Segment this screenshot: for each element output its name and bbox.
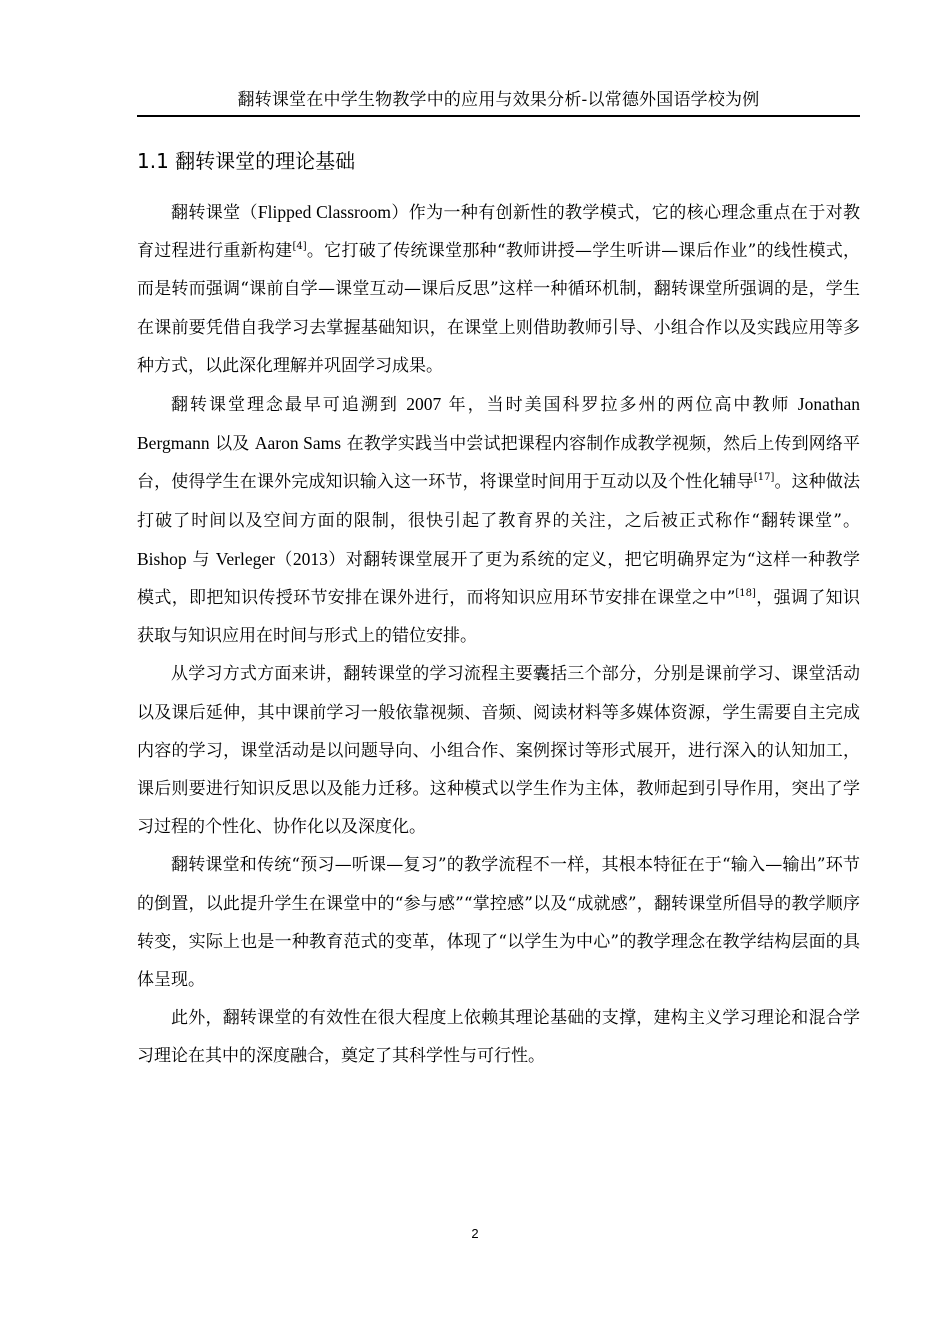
running-header: 翻转课堂在中学生物教学中的应用与效果分析-以常德外国语学校为例 — [237, 90, 760, 110]
header-divider — [137, 115, 860, 117]
p2-text-d: 在教学实践当中尝试把课程内容制作成教学视频，然后上传到网络平台，使得学生在课外完成知识输入这一环节，将课堂时间用于互动以及个性化辅导 — [137, 434, 861, 493]
p2-text-i: ，强调了知识获取与知识应用在时间与形式上的错位安排。 — [137, 588, 860, 647]
paragraph-3: 从学习方式方面来讲，翻转课堂的学习流程主要囊括三个部分，分别是课前学习、课堂活动以及课后延伸，其中课前学习一般依靠视频、音频、阅读材料等多媒体资源，学生需要自主完成内容的学习，课堂活动是以问题导向、小组合作、案例探讨等形式展开，进行深入的认知加工，课后则要进行知识反思以及能力迁移。这种模式以学生作为主体，教师起到引导作用，突出了学习过程的个性化、协作化以及深度化。 — [137, 664, 860, 838]
paragraph-5: 此外，翻转课堂的有效性在很大程度上依赖其理论基础的支撑，建构主义学习理论和混合学习理论在其中的深度融合，奠定了其科学性与可行性。 — [137, 1008, 860, 1067]
p2-name-bishop: Bishop — [137, 548, 187, 569]
p1-term: Flipped Classroom — [257, 202, 391, 222]
p1-text-d: 。它打破了传统课堂那种“教师讲授—学生听讲—课后作业”的线性模式，而是转而强调“课前自学—课堂互动—课后反思”这样一种循环机制，翻转课堂所强调的是，学生在课前要凭借自我学习去掌握基础知识，在课堂上则借助教师引导、小组合作以及实践应用等多种方式，以此深化理解并巩固学习成果。 — [137, 241, 860, 376]
page-number: 2 — [471, 1226, 479, 1241]
p2-name-bergmann: Jonathan Bergmann — [137, 394, 860, 454]
p2-text-a: 翻转课堂理念最早可追溯到 — [171, 395, 407, 416]
paragraph-4: 翻转课堂和传统“预习—听课—复习”的教学流程不一样，其根本特征在于“输入—输出”环节的倒置，以此提升学生在课堂中的“参与感”“掌控感”以及“成就感”，翻转课堂所倡导的教学顺序转变，实际上也是一种教育范式的变革，体现了“以学生为中心”的教学理念在教学结构层面的具体呈现。 — [137, 855, 860, 991]
p2-name-verleger: Verleger — [215, 548, 275, 569]
p1-text-a: 翻转课堂（ — [171, 203, 258, 223]
body-text — [137, 193, 860, 1076]
p2-year-2013: 2013 — [292, 548, 328, 569]
citation-18: [18] — [735, 588, 756, 600]
citation-17: [17] — [753, 472, 775, 484]
paragraph-2 — [137, 385, 860, 655]
citation-4: [4] — [292, 241, 307, 253]
p2-text-c: 以及 — [209, 434, 255, 455]
p1-text-c: ）作为一种有创新性的教学模式，它的核心理念重点在于对教育过程进行重新构建 — [137, 203, 861, 262]
p2-year-2007: 2007 — [406, 394, 442, 415]
p2-text-h: ）对翻转课堂展开了更为系统的定义，把它明确界定为“这样一种教学模式，即把知识传授环节安排在课外进行，而将知识应用环节安排在课堂之中” — [137, 549, 860, 609]
p2-text-e: 。这种做法打破了时间以及空间方面的限制，很快引起了教育界的关注，之后被正式称作“翻转课堂”。 — [137, 472, 861, 531]
p2-text-b: 年，当时美国科罗拉多州的两位高中教师 — [441, 395, 798, 416]
paragraph-1 — [137, 193, 860, 385]
p2-text-g: （ — [275, 549, 293, 570]
section-heading: 1.1 翻转课堂的理论基础 — [137, 149, 356, 173]
p2-text-f: 与 — [186, 549, 216, 570]
p2-name-sams: Aaron Sams — [254, 433, 342, 454]
